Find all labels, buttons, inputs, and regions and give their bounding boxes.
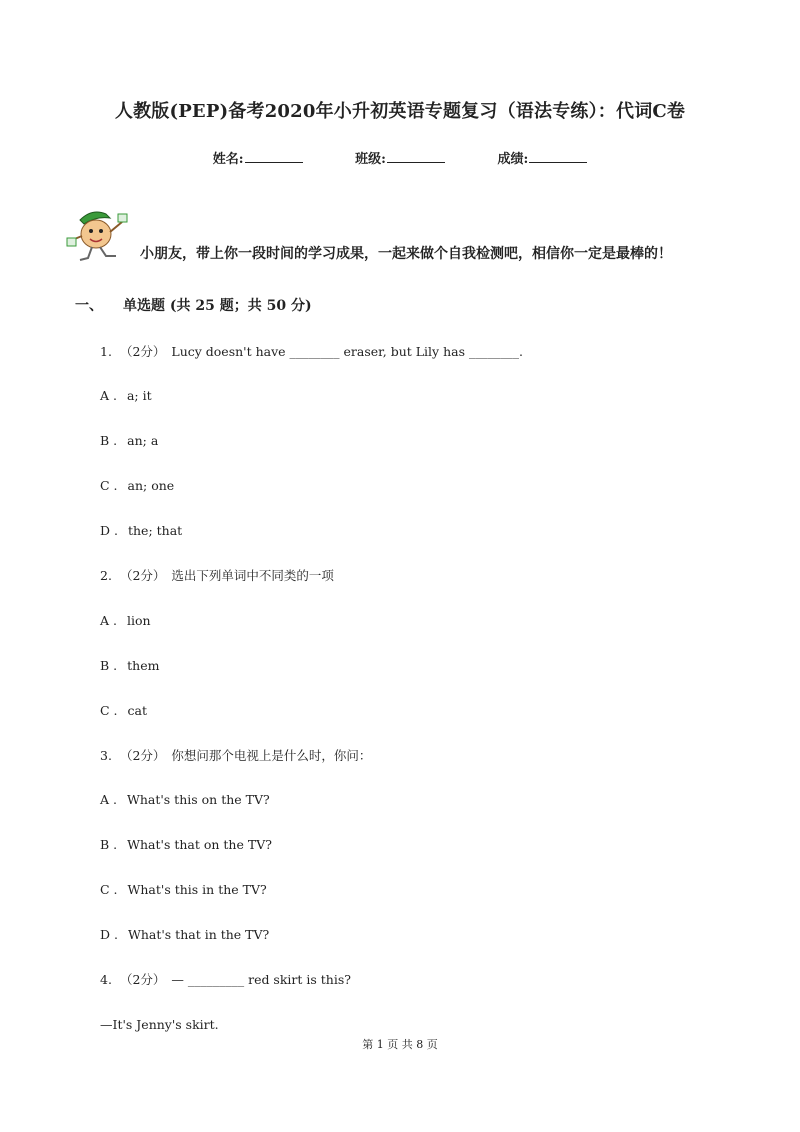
question-number: 3. xyxy=(100,748,112,763)
name-label: 姓名: xyxy=(212,152,244,167)
name-field[interactable] xyxy=(213,148,303,167)
q2-option-c[interactable] xyxy=(100,703,147,718)
option-text: them xyxy=(127,658,160,673)
class-field[interactable] xyxy=(355,148,445,167)
question-score: （2分） xyxy=(119,568,166,583)
question-text: Lucy doesn't have ________ eraser, but Lily has ________. xyxy=(171,344,523,359)
option-text: a; it xyxy=(126,388,152,403)
question-4 xyxy=(100,970,351,988)
question-score: （2分） xyxy=(119,748,166,763)
score-label: 成绩: xyxy=(497,152,529,167)
q3-option-b[interactable] xyxy=(100,837,272,852)
option-text: the; that xyxy=(127,523,183,538)
q2-option-b[interactable] xyxy=(100,658,159,673)
question-number: 1. xyxy=(100,344,112,359)
question-number: 2. xyxy=(100,568,112,583)
option-letter: A . xyxy=(100,388,117,403)
q2-option-a[interactable] xyxy=(100,613,151,628)
option-text: cat xyxy=(127,703,147,718)
option-letter: A . xyxy=(100,792,117,807)
score-blank[interactable] xyxy=(529,149,587,163)
q3-option-d[interactable] xyxy=(100,927,269,942)
option-letter: B . xyxy=(100,837,118,852)
page-title: 人教版(PEP)备考2020年小升初英语专题复习（语法专练）：代词C卷 xyxy=(114,101,686,122)
question-text: 你想问那个电视上是什么时，你问： xyxy=(171,748,372,763)
question-1 xyxy=(100,342,523,360)
q3-option-c[interactable] xyxy=(100,882,267,897)
q1-option-b[interactable] xyxy=(100,433,158,448)
section-title: 单选题 (共 25 题；共 50 分) xyxy=(123,298,312,314)
option-letter: C . xyxy=(100,703,118,718)
option-letter: C . xyxy=(100,882,118,897)
encouragement-text: 小朋友，带上你一段时间的学习成果，一起来做个自我检测吧，相信你一定是最棒的！ xyxy=(140,246,672,262)
page-footer: 第 1 页 共 8 页 xyxy=(362,1038,438,1051)
option-letter: D . xyxy=(100,927,118,942)
question-text: — _________ red skirt is this? xyxy=(171,972,351,987)
mascot-icon xyxy=(66,206,132,264)
q1-option-d[interactable] xyxy=(100,523,182,538)
student-info-row xyxy=(0,148,800,167)
option-text: What's this on the TV? xyxy=(126,792,270,807)
question-score: （2分） xyxy=(119,972,166,987)
question-number: 4. xyxy=(100,972,112,987)
q1-option-c[interactable] xyxy=(100,478,174,493)
option-text: an; a xyxy=(127,433,159,448)
question-text: 选出下列单词中不同类的一项 xyxy=(171,568,334,583)
option-letter: B . xyxy=(100,658,118,673)
option-text: What's that in the TV? xyxy=(127,927,270,942)
section-header xyxy=(75,295,312,315)
q3-option-a[interactable] xyxy=(100,792,270,807)
option-letter: D . xyxy=(100,523,118,538)
q4-answer-line: —It's Jenny's skirt. xyxy=(100,1017,219,1032)
section-number: 一、 xyxy=(75,298,103,314)
option-text: What's that on the TV? xyxy=(127,837,272,852)
option-text: an; one xyxy=(127,478,175,493)
q1-option-a[interactable] xyxy=(100,388,152,403)
option-text: What's this in the TV? xyxy=(127,882,267,897)
name-blank[interactable] xyxy=(245,149,303,163)
option-text: lion xyxy=(126,613,151,628)
question-3 xyxy=(100,746,371,764)
score-field[interactable] xyxy=(497,148,587,167)
question-2 xyxy=(100,566,334,584)
class-label: 班级: xyxy=(355,152,386,167)
option-letter: C . xyxy=(100,478,118,493)
class-blank[interactable] xyxy=(387,149,445,163)
option-letter: A . xyxy=(100,613,117,628)
option-letter: B . xyxy=(100,433,118,448)
question-score: （2分） xyxy=(119,344,166,359)
